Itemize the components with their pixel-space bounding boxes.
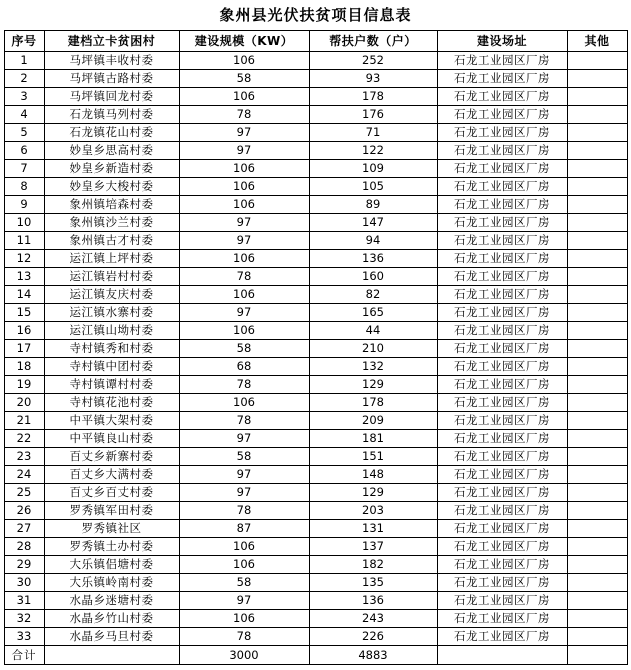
cell-index: 24 bbox=[4, 466, 44, 484]
cell-address: 石龙工业园区厂房 bbox=[437, 304, 567, 322]
table-row bbox=[4, 268, 627, 286]
cell-village: 罗秀镇土办村委 bbox=[44, 538, 179, 556]
cell-address: 石龙工业园区厂房 bbox=[437, 484, 567, 502]
table-row bbox=[4, 430, 627, 448]
cell-index: 29 bbox=[4, 556, 44, 574]
table-row bbox=[4, 160, 627, 178]
cell-index: 7 bbox=[4, 160, 44, 178]
cell-index: 14 bbox=[4, 286, 44, 304]
cell-scale: 106 bbox=[179, 196, 309, 214]
cell-address: 石龙工业园区厂房 bbox=[437, 52, 567, 70]
cell-village: 大乐镇岭南村委 bbox=[44, 574, 179, 592]
cell-address: 石龙工业园区厂房 bbox=[437, 196, 567, 214]
cell-households: 109 bbox=[309, 160, 437, 178]
cell-households: 210 bbox=[309, 340, 437, 358]
cell-scale: 106 bbox=[179, 250, 309, 268]
cell-other bbox=[567, 160, 627, 178]
cell-scale: 78 bbox=[179, 628, 309, 646]
cell-village: 运江镇友庆村委 bbox=[44, 286, 179, 304]
cell-index: 11 bbox=[4, 232, 44, 250]
cell-address: 石龙工业园区厂房 bbox=[437, 502, 567, 520]
cell-other bbox=[567, 412, 627, 430]
column-header-address: 建设场址 bbox=[437, 31, 567, 52]
cell-scale: 97 bbox=[179, 430, 309, 448]
total-households: 4883 bbox=[309, 646, 437, 665]
cell-scale: 106 bbox=[179, 52, 309, 70]
cell-village: 罗秀镇军田村委 bbox=[44, 502, 179, 520]
table-row bbox=[4, 466, 627, 484]
cell-index: 28 bbox=[4, 538, 44, 556]
cell-scale: 97 bbox=[179, 124, 309, 142]
cell-village: 水晶乡迷塘村委 bbox=[44, 592, 179, 610]
cell-households: 176 bbox=[309, 106, 437, 124]
table-row bbox=[4, 556, 627, 574]
cell-scale: 106 bbox=[179, 88, 309, 106]
cell-other bbox=[567, 520, 627, 538]
page-title: 象州县光伏扶贫项目信息表 bbox=[219, 6, 412, 24]
table-row bbox=[4, 592, 627, 610]
cell-scale: 78 bbox=[179, 412, 309, 430]
cell-village: 罗秀镇社区 bbox=[44, 520, 179, 538]
cell-households: 129 bbox=[309, 376, 437, 394]
cell-index: 12 bbox=[4, 250, 44, 268]
cell-village: 寺村镇谭村村委 bbox=[44, 376, 179, 394]
cell-households: 136 bbox=[309, 250, 437, 268]
cell-other bbox=[567, 502, 627, 520]
table-row bbox=[4, 106, 627, 124]
column-header-index: 序号 bbox=[4, 31, 44, 52]
cell-scale: 78 bbox=[179, 376, 309, 394]
cell-index: 16 bbox=[4, 322, 44, 340]
cell-village: 象州镇沙兰村委 bbox=[44, 214, 179, 232]
cell-index: 2 bbox=[4, 70, 44, 88]
cell-households: 147 bbox=[309, 214, 437, 232]
cell-households: 131 bbox=[309, 520, 437, 538]
cell-address: 石龙工业园区厂房 bbox=[437, 106, 567, 124]
cell-households: 181 bbox=[309, 430, 437, 448]
table-row bbox=[4, 214, 627, 232]
cell-other bbox=[567, 592, 627, 610]
cell-other bbox=[567, 178, 627, 196]
cell-index: 31 bbox=[4, 592, 44, 610]
cell-other bbox=[567, 304, 627, 322]
cell-address: 石龙工业园区厂房 bbox=[437, 610, 567, 628]
table-row bbox=[4, 502, 627, 520]
cell-village: 妙皇乡思高村委 bbox=[44, 142, 179, 160]
cell-index: 22 bbox=[4, 430, 44, 448]
table-row bbox=[4, 322, 627, 340]
cell-index: 27 bbox=[4, 520, 44, 538]
cell-other bbox=[567, 250, 627, 268]
cell-other bbox=[567, 70, 627, 88]
table-row bbox=[4, 232, 627, 250]
cell-households: 93 bbox=[309, 70, 437, 88]
table-row bbox=[4, 376, 627, 394]
cell-index: 15 bbox=[4, 304, 44, 322]
cell-other bbox=[567, 124, 627, 142]
cell-scale: 58 bbox=[179, 574, 309, 592]
cell-other bbox=[567, 628, 627, 646]
cell-address: 石龙工业园区厂房 bbox=[437, 394, 567, 412]
table-row bbox=[4, 304, 627, 322]
cell-village: 运江镇山坳村委 bbox=[44, 322, 179, 340]
cell-index: 6 bbox=[4, 142, 44, 160]
cell-households: 105 bbox=[309, 178, 437, 196]
table-footer bbox=[4, 646, 627, 665]
cell-other bbox=[567, 106, 627, 124]
cell-households: 136 bbox=[309, 592, 437, 610]
cell-households: 203 bbox=[309, 502, 437, 520]
cell-village: 运江镇岩村村委 bbox=[44, 268, 179, 286]
photovoltaic-project-table bbox=[4, 30, 628, 665]
cell-address: 石龙工业园区厂房 bbox=[437, 70, 567, 88]
table-header bbox=[4, 31, 627, 52]
table-row bbox=[4, 250, 627, 268]
cell-other bbox=[567, 448, 627, 466]
cell-address: 石龙工业园区厂房 bbox=[437, 358, 567, 376]
table-row bbox=[4, 142, 627, 160]
cell-scale: 97 bbox=[179, 232, 309, 250]
cell-index: 17 bbox=[4, 340, 44, 358]
total-scale: 3000 bbox=[179, 646, 309, 665]
cell-households: 243 bbox=[309, 610, 437, 628]
cell-other bbox=[567, 538, 627, 556]
cell-village: 石龙镇花山村委 bbox=[44, 124, 179, 142]
cell-index: 33 bbox=[4, 628, 44, 646]
cell-other bbox=[567, 232, 627, 250]
cell-index: 1 bbox=[4, 52, 44, 70]
cell-scale: 58 bbox=[179, 340, 309, 358]
table-row bbox=[4, 196, 627, 214]
table-row bbox=[4, 340, 627, 358]
cell-other bbox=[567, 142, 627, 160]
cell-scale: 97 bbox=[179, 592, 309, 610]
cell-address: 石龙工业园区厂房 bbox=[437, 628, 567, 646]
cell-scale: 106 bbox=[179, 556, 309, 574]
cell-households: 160 bbox=[309, 268, 437, 286]
cell-village: 寺村镇花池村委 bbox=[44, 394, 179, 412]
cell-other bbox=[567, 358, 627, 376]
cell-households: 151 bbox=[309, 448, 437, 466]
cell-village: 百丈乡大满村委 bbox=[44, 466, 179, 484]
cell-households: 71 bbox=[309, 124, 437, 142]
column-header-scale: 建设规模（KW） bbox=[179, 31, 309, 52]
table-row bbox=[4, 358, 627, 376]
cell-scale: 97 bbox=[179, 466, 309, 484]
cell-households: 178 bbox=[309, 88, 437, 106]
cell-other bbox=[567, 556, 627, 574]
cell-other bbox=[567, 88, 627, 106]
cell-index: 4 bbox=[4, 106, 44, 124]
cell-households: 252 bbox=[309, 52, 437, 70]
cell-address: 石龙工业园区厂房 bbox=[437, 556, 567, 574]
cell-index: 32 bbox=[4, 610, 44, 628]
cell-other bbox=[567, 466, 627, 484]
cell-scale: 106 bbox=[179, 610, 309, 628]
cell-address: 石龙工业园区厂房 bbox=[437, 466, 567, 484]
cell-households: 148 bbox=[309, 466, 437, 484]
cell-village: 寺村镇中团村委 bbox=[44, 358, 179, 376]
cell-index: 21 bbox=[4, 412, 44, 430]
table-row bbox=[4, 70, 627, 88]
cell-other bbox=[567, 214, 627, 232]
cell-address: 石龙工业园区厂房 bbox=[437, 412, 567, 430]
table-row bbox=[4, 286, 627, 304]
cell-address: 石龙工业园区厂房 bbox=[437, 250, 567, 268]
cell-scale: 78 bbox=[179, 268, 309, 286]
cell-households: 226 bbox=[309, 628, 437, 646]
table-row bbox=[4, 394, 627, 412]
cell-scale: 97 bbox=[179, 304, 309, 322]
table-total-row bbox=[4, 646, 627, 665]
cell-address: 石龙工业园区厂房 bbox=[437, 538, 567, 556]
cell-address: 石龙工业园区厂房 bbox=[437, 232, 567, 250]
cell-scale: 106 bbox=[179, 538, 309, 556]
total-address bbox=[437, 646, 567, 665]
cell-index: 8 bbox=[4, 178, 44, 196]
cell-scale: 106 bbox=[179, 286, 309, 304]
cell-index: 23 bbox=[4, 448, 44, 466]
cell-address: 石龙工业园区厂房 bbox=[437, 142, 567, 160]
cell-index: 9 bbox=[4, 196, 44, 214]
cell-village: 马坪镇丰收村委 bbox=[44, 52, 179, 70]
cell-address: 石龙工业园区厂房 bbox=[437, 520, 567, 538]
cell-index: 19 bbox=[4, 376, 44, 394]
cell-address: 石龙工业园区厂房 bbox=[437, 430, 567, 448]
total-other bbox=[567, 646, 627, 665]
cell-households: 137 bbox=[309, 538, 437, 556]
cell-households: 122 bbox=[309, 142, 437, 160]
cell-households: 89 bbox=[309, 196, 437, 214]
table-row bbox=[4, 538, 627, 556]
cell-other bbox=[567, 286, 627, 304]
table-row bbox=[4, 610, 627, 628]
cell-village: 运江镇水寨村委 bbox=[44, 304, 179, 322]
column-header-other: 其他 bbox=[567, 31, 627, 52]
cell-address: 石龙工业园区厂房 bbox=[437, 286, 567, 304]
cell-address: 石龙工业园区厂房 bbox=[437, 448, 567, 466]
table-row bbox=[4, 448, 627, 466]
cell-scale: 97 bbox=[179, 142, 309, 160]
table-row bbox=[4, 628, 627, 646]
cell-village: 中平镇大架村委 bbox=[44, 412, 179, 430]
cell-village: 运江镇上坪村委 bbox=[44, 250, 179, 268]
cell-index: 26 bbox=[4, 502, 44, 520]
table-row bbox=[4, 412, 627, 430]
cell-village: 中平镇良山村委 bbox=[44, 430, 179, 448]
cell-other bbox=[567, 322, 627, 340]
cell-village: 水晶乡马旦村委 bbox=[44, 628, 179, 646]
table-row bbox=[4, 124, 627, 142]
cell-other bbox=[567, 268, 627, 286]
cell-other bbox=[567, 376, 627, 394]
cell-other bbox=[567, 52, 627, 70]
cell-address: 石龙工业园区厂房 bbox=[437, 574, 567, 592]
cell-other bbox=[567, 610, 627, 628]
cell-households: 94 bbox=[309, 232, 437, 250]
cell-address: 石龙工业园区厂房 bbox=[437, 376, 567, 394]
cell-index: 10 bbox=[4, 214, 44, 232]
cell-households: 44 bbox=[309, 322, 437, 340]
cell-households: 132 bbox=[309, 358, 437, 376]
cell-scale: 58 bbox=[179, 448, 309, 466]
cell-scale: 106 bbox=[179, 322, 309, 340]
cell-index: 5 bbox=[4, 124, 44, 142]
cell-other bbox=[567, 484, 627, 502]
cell-households: 165 bbox=[309, 304, 437, 322]
cell-village: 水晶乡竹山村委 bbox=[44, 610, 179, 628]
cell-households: 209 bbox=[309, 412, 437, 430]
cell-village: 石龙镇马列村委 bbox=[44, 106, 179, 124]
cell-village: 大乐镇侣塘村委 bbox=[44, 556, 179, 574]
cell-households: 182 bbox=[309, 556, 437, 574]
cell-scale: 106 bbox=[179, 394, 309, 412]
cell-village: 马坪镇回龙村委 bbox=[44, 88, 179, 106]
cell-address: 石龙工业园区厂房 bbox=[437, 124, 567, 142]
cell-households: 82 bbox=[309, 286, 437, 304]
cell-households: 178 bbox=[309, 394, 437, 412]
cell-address: 石龙工业园区厂房 bbox=[437, 340, 567, 358]
table-row bbox=[4, 52, 627, 70]
cell-scale: 97 bbox=[179, 484, 309, 502]
cell-address: 石龙工业园区厂房 bbox=[437, 178, 567, 196]
cell-index: 3 bbox=[4, 88, 44, 106]
cell-scale: 87 bbox=[179, 520, 309, 538]
cell-other bbox=[567, 340, 627, 358]
table-row bbox=[4, 88, 627, 106]
cell-index: 18 bbox=[4, 358, 44, 376]
cell-scale: 58 bbox=[179, 70, 309, 88]
cell-other bbox=[567, 394, 627, 412]
cell-village: 妙皇乡大梭村委 bbox=[44, 178, 179, 196]
cell-scale: 68 bbox=[179, 358, 309, 376]
cell-village: 百丈乡新寨村委 bbox=[44, 448, 179, 466]
cell-households: 129 bbox=[309, 484, 437, 502]
cell-index: 30 bbox=[4, 574, 44, 592]
table-row bbox=[4, 574, 627, 592]
cell-other bbox=[567, 574, 627, 592]
cell-village: 马坪镇古路村委 bbox=[44, 70, 179, 88]
table-row bbox=[4, 520, 627, 538]
cell-address: 石龙工业园区厂房 bbox=[437, 88, 567, 106]
cell-other bbox=[567, 196, 627, 214]
cell-scale: 78 bbox=[179, 106, 309, 124]
cell-other bbox=[567, 430, 627, 448]
cell-address: 石龙工业园区厂房 bbox=[437, 214, 567, 232]
cell-scale: 106 bbox=[179, 178, 309, 196]
column-header-households: 帮扶户数（户） bbox=[309, 31, 437, 52]
cell-scale: 97 bbox=[179, 214, 309, 232]
column-header-village: 建档立卡贫困村 bbox=[44, 31, 179, 52]
total-village bbox=[44, 646, 179, 665]
table-header-row bbox=[4, 31, 627, 52]
table-row bbox=[4, 178, 627, 196]
cell-address: 石龙工业园区厂房 bbox=[437, 160, 567, 178]
cell-index: 13 bbox=[4, 268, 44, 286]
cell-scale: 78 bbox=[179, 502, 309, 520]
table-row bbox=[4, 484, 627, 502]
cell-village: 寺村镇秀和村委 bbox=[44, 340, 179, 358]
cell-village: 妙皇乡新造村委 bbox=[44, 160, 179, 178]
cell-index: 25 bbox=[4, 484, 44, 502]
cell-village: 百丈乡百丈村委 bbox=[44, 484, 179, 502]
cell-village: 象州镇培森村委 bbox=[44, 196, 179, 214]
cell-address: 石龙工业园区厂房 bbox=[437, 592, 567, 610]
cell-address: 石龙工业园区厂房 bbox=[437, 268, 567, 286]
cell-address: 石龙工业园区厂房 bbox=[437, 322, 567, 340]
cell-index: 20 bbox=[4, 394, 44, 412]
cell-village: 象州镇古才村委 bbox=[44, 232, 179, 250]
table-body bbox=[4, 52, 627, 646]
cell-scale: 106 bbox=[179, 160, 309, 178]
cell-households: 135 bbox=[309, 574, 437, 592]
total-label: 合计 bbox=[4, 646, 44, 665]
